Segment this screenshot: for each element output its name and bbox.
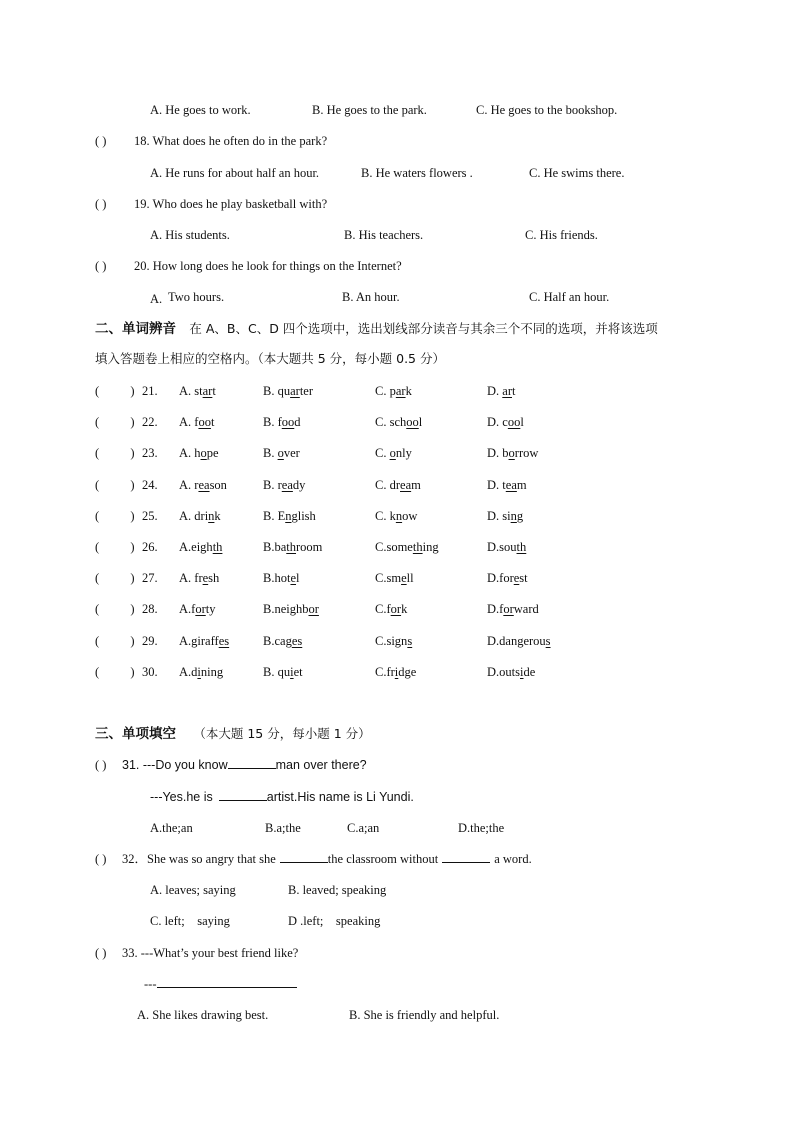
word-prefix: t (502, 478, 506, 492)
word-prefix: si (502, 509, 511, 523)
q33-option-a: A. She likes drawing best. (137, 1008, 269, 1022)
word-suffix: t (212, 384, 216, 398)
phonetic-option-a (179, 570, 219, 586)
underlined-sound: o (200, 446, 207, 460)
q31-option-d: D.the;the (458, 821, 505, 835)
option-letter: C. (375, 478, 390, 492)
option-letter: B. (263, 415, 278, 429)
underlined-sound: s (545, 634, 551, 648)
phonetic-option-a (179, 539, 222, 555)
q20-option-a-text: Two hours. (168, 290, 225, 304)
option-letter: C. (375, 665, 387, 679)
word-suffix: d (294, 415, 301, 429)
word-prefix: some (386, 540, 413, 554)
option-letter: D. (487, 634, 500, 648)
underlined-sound: es (291, 634, 303, 648)
word-prefix: r (194, 478, 199, 492)
phonetic-option-a (179, 477, 227, 493)
phonetic-option-d (487, 414, 524, 430)
word-prefix: dri (194, 509, 209, 523)
option-letter: D. (487, 384, 503, 398)
q32-option-c: C. left; saying (150, 914, 230, 928)
q18-option-a: A. He runs for about half an hour. (150, 166, 320, 180)
underlined-sound: i (520, 665, 524, 679)
word-prefix: f (386, 602, 391, 616)
underlined-sound: th (516, 540, 527, 554)
underlined-sound: ar (502, 384, 512, 398)
phonetic-option-c (375, 477, 421, 493)
phonetic-answer-paren[interactable]: ( ) (95, 602, 135, 616)
phonetic-answer-paren[interactable]: ( ) (95, 415, 135, 429)
section3-title: 三、单项填空 (95, 726, 176, 742)
word-suffix: dge (398, 665, 417, 679)
word-prefix: f (191, 602, 196, 616)
q18-option-c: C. He swims there. (529, 166, 625, 180)
phonetic-answer-paren[interactable]: ( ) (95, 446, 135, 460)
underlined-sound: n (510, 509, 517, 523)
phonetic-answer-paren[interactable]: ( ) (95, 540, 135, 554)
option-letter: A. (179, 540, 192, 554)
word-suffix: sh (208, 571, 220, 585)
word-prefix: eigh (191, 540, 213, 554)
underlined-sound: or (390, 602, 402, 616)
word-prefix: cag (274, 634, 292, 648)
phonetic-option-b (263, 601, 319, 617)
phonetic-question-number: 27. (142, 571, 158, 585)
word-prefix: sch (389, 415, 407, 429)
q19-answer-paren[interactable]: ( ) (95, 197, 107, 211)
q31-option-c: C.a;an (347, 821, 380, 835)
phonetic-option-b (263, 445, 300, 461)
word-suffix: son (209, 478, 227, 492)
q19-option-b: B. His teachers. (344, 228, 424, 242)
q33-answer-paren[interactable]: ( ) (95, 946, 107, 960)
option-letter: C. (375, 602, 387, 616)
option-letter: A. (179, 634, 192, 648)
word-suffix: t (512, 384, 516, 398)
phonetic-question-number: 24. (142, 478, 158, 492)
phonetic-option-c (375, 508, 417, 524)
option-letter: C. (375, 634, 387, 648)
q31-line2-b: artist.His name is Li Yundi. (266, 790, 414, 804)
phonetic-question-number: 25. (142, 509, 158, 523)
phonetic-option-c (375, 445, 412, 461)
underlined-sound: th (286, 540, 297, 554)
underlined-sound: or (308, 602, 319, 616)
phonetic-question-number: 29. (142, 634, 158, 648)
word-suffix: ll (406, 571, 414, 585)
phonetic-answer-paren[interactable]: ( ) (95, 634, 135, 648)
option-letter: A. (179, 415, 195, 429)
option-letter: A. (179, 478, 195, 492)
word-prefix: st (194, 384, 203, 398)
q31-line2 (150, 789, 414, 805)
q31-blank-1[interactable] (228, 757, 276, 769)
option-letter: A. (179, 665, 192, 679)
underlined-sound: ea (198, 478, 210, 492)
underlined-sound: o (277, 446, 284, 460)
q18-stem: 18. What does he often do in the park? (134, 134, 328, 148)
word-suffix: glish (291, 509, 316, 523)
q32-stem-a: 32．She was so angry that she (122, 852, 276, 866)
word-suffix: dy (292, 478, 306, 492)
phonetic-option-d (487, 664, 535, 680)
phonetic-question-number: 30. (142, 665, 158, 679)
phonetic-answer-paren[interactable]: ( ) (95, 665, 135, 679)
phonetic-option-a (179, 445, 219, 461)
q32-option-d: D .left; speaking (288, 914, 381, 928)
q20-option-b: B. An hour. (342, 290, 400, 304)
underlined-sound: e (401, 571, 407, 585)
phonetic-answer-paren[interactable]: ( ) (95, 509, 135, 523)
q17-option-a: A. He goes to work. (150, 103, 251, 117)
q32-stem-b: the classroom without (327, 852, 439, 866)
word-suffix: nly (395, 446, 412, 460)
word-prefix: b (502, 446, 509, 460)
word-prefix: E (277, 509, 286, 523)
section2-heading (95, 320, 658, 338)
phonetic-option-d (487, 601, 539, 617)
underlined-sound: n (285, 509, 292, 523)
phonetic-question-number: 28. (142, 602, 158, 616)
phonetic-option-c (375, 633, 412, 649)
q33-stem: 33. ---What’s your best friend like? (122, 946, 299, 960)
phonetic-question-number: 21. (142, 384, 158, 398)
phonetic-option-a (179, 633, 229, 649)
option-letter: B. (263, 384, 278, 398)
q17-option-c: C. He goes to the bookshop. (476, 103, 618, 117)
word-suffix: m (411, 478, 421, 492)
word-prefix: f (499, 602, 504, 616)
underlined-sound: es (218, 634, 230, 648)
word-suffix: l (520, 415, 524, 429)
word-suffix: l (296, 571, 300, 585)
word-suffix: m (516, 478, 527, 492)
option-letter: B. (263, 509, 278, 523)
word-prefix: for (499, 571, 514, 585)
underlined-sound: e (202, 571, 209, 585)
phonetic-option-d (487, 633, 551, 649)
word-suffix: ver (283, 446, 300, 460)
word-suffix: et (293, 665, 303, 679)
q32-answer-paren[interactable]: ( ) (95, 852, 107, 866)
q18-option-b: B. He waters flowers . (361, 166, 473, 180)
underlined-sound: s (407, 634, 413, 648)
q20-option-c: C. Half an hour. (529, 290, 610, 304)
q32-option-b: B. leaved; speaking (288, 883, 387, 897)
underlined-sound: oo (281, 415, 295, 429)
phonetic-option-d (487, 477, 527, 493)
underlined-sound: th (412, 540, 423, 554)
phonetic-option-d (487, 445, 538, 461)
option-letter: D. (487, 446, 503, 460)
underlined-sound: o (389, 446, 396, 460)
phonetic-option-c (375, 383, 412, 399)
word-suffix: ning (200, 665, 224, 679)
word-prefix: h (194, 446, 201, 460)
phonetic-option-a (179, 664, 223, 680)
word-prefix: p (389, 384, 396, 398)
word-prefix: fr (194, 571, 203, 585)
word-prefix: f (277, 415, 282, 429)
word-prefix: dangerou (499, 634, 546, 648)
option-letter: C. (375, 540, 387, 554)
q32-option-a: A. leaves; saying (150, 883, 236, 897)
phonetic-option-c (375, 664, 416, 680)
option-letter: A. (179, 509, 195, 523)
word-prefix: fr (386, 665, 395, 679)
word-suffix: l (418, 415, 423, 429)
word-suffix: de (523, 665, 536, 679)
phonetic-option-a (179, 383, 216, 399)
underlined-sound: ea (281, 478, 293, 492)
phonetic-option-b (263, 633, 302, 649)
word-suffix: ow (402, 509, 418, 523)
underlined-sound: o (508, 446, 515, 460)
phonetic-option-d (487, 539, 526, 555)
option-letter: B. (263, 634, 275, 648)
q33-option-b: B. She is friendly and helpful. (349, 1008, 500, 1022)
phonetic-option-b (263, 539, 322, 555)
underlined-sound: oo (406, 415, 419, 429)
phonetic-answer-paren[interactable]: ( ) (95, 478, 135, 492)
option-letter: B. (263, 478, 278, 492)
phonetic-option-a (179, 601, 215, 617)
q31-answer-paren[interactable]: ( ) (95, 758, 107, 772)
phonetic-question-number: 23. (142, 446, 158, 460)
underlined-sound: n (395, 509, 403, 523)
underlined-sound: ea (400, 478, 412, 492)
word-suffix: ter (299, 384, 313, 398)
option-letter: C. (375, 415, 390, 429)
option-letter: C. (375, 509, 390, 523)
word-suffix: k (214, 509, 221, 523)
phonetic-option-b (263, 477, 305, 493)
underlined-sound: ea (505, 478, 517, 492)
word-suffix: room (296, 540, 323, 554)
option-letter: B. (263, 446, 278, 460)
option-letter: A. (179, 384, 195, 398)
underlined-sound: e (290, 571, 297, 585)
q18-answer-paren[interactable]: ( ) (95, 134, 107, 148)
option-letter: B. (263, 665, 278, 679)
q33-answer-line (144, 976, 297, 992)
underlined-sound: n (208, 509, 215, 523)
q31-blank-2[interactable] (219, 789, 267, 801)
word-suffix: ward (513, 602, 539, 616)
word-prefix: sign (386, 634, 408, 648)
option-letter: C. (375, 384, 390, 398)
underlined-sound: oo (198, 415, 211, 429)
phonetic-option-c (375, 601, 407, 617)
option-letter: D. (487, 571, 500, 585)
word-prefix: sou (499, 540, 517, 554)
phonetic-option-b (263, 570, 300, 586)
q20-option-a-letter: A. (150, 292, 163, 306)
phonetic-option-b (263, 508, 316, 524)
underlined-sound: i (197, 665, 201, 679)
q20-stem: 20. How long does he look for things on the Internet? (134, 259, 402, 273)
q19-stem: 19. Who does he play basketball with? (134, 197, 328, 211)
phonetic-question-number: 26. (142, 540, 158, 554)
phonetic-option-a (179, 414, 214, 430)
phonetic-option-c (375, 414, 422, 430)
underlined-sound: i (290, 665, 294, 679)
q32-blank-2[interactable] (442, 851, 490, 863)
section3-note: （本大题 15 分，每小题 1 分） (193, 726, 371, 741)
word-suffix: st (519, 571, 528, 585)
option-letter: D. (487, 415, 503, 429)
phonetic-option-d (487, 570, 528, 586)
q31-stem (122, 757, 367, 773)
word-suffix: ing (422, 540, 439, 554)
underlined-sound: or (195, 602, 206, 616)
option-letter: B. (263, 571, 275, 585)
section2-instruction-line1: 在 A、B、C、D 四个选项中，选出划线部分读音与其余三个不同的选项，并将该选项 (189, 321, 658, 336)
q32-stem (122, 851, 532, 867)
phonetic-option-d (487, 383, 515, 399)
q32-blank-1[interactable] (280, 851, 328, 863)
word-prefix: ba (274, 540, 287, 554)
word-prefix: hot (274, 571, 291, 585)
phonetic-option-b (263, 664, 303, 680)
word-prefix: d (191, 665, 198, 679)
phonetic-option-a (179, 508, 221, 524)
underlined-sound: oo (507, 415, 521, 429)
q31-line2-a: ---Yes.he is (150, 790, 213, 804)
underlined-sound: ar (395, 384, 406, 398)
underlined-sound: e (513, 571, 520, 585)
word-suffix: k (405, 384, 412, 398)
word-prefix: neighb (274, 602, 309, 616)
underlined-sound: th (212, 540, 223, 554)
q31-stem-b: man over there? (275, 758, 367, 772)
option-letter: D. (487, 665, 500, 679)
option-letter: A. (179, 446, 195, 460)
word-suffix: ty (205, 602, 216, 616)
q33-answer-prefix: --- (144, 977, 157, 991)
phonetic-option-b (263, 383, 313, 399)
section2-title: 二、单词辨音 (95, 321, 176, 337)
q31-option-b: B.a;the (265, 821, 301, 835)
word-suffix: k (401, 602, 408, 616)
word-suffix: rrow (514, 446, 539, 460)
phonetic-option-c (375, 570, 414, 586)
q31-option-a: A.the;an (150, 821, 193, 835)
section2-instruction-line2: 填入答题卷上相应的空格内。（本大题共 5 分，每小题 0.5 分） (95, 351, 445, 366)
phonetic-option-c (375, 539, 439, 555)
q19-option-c: C. His friends. (525, 228, 598, 242)
section3-heading (95, 725, 371, 743)
option-letter: C. (375, 446, 390, 460)
phonetic-question-number: 22. (142, 415, 158, 429)
option-letter: C. (375, 571, 387, 585)
word-prefix: qu (277, 384, 291, 398)
word-prefix: outs (499, 665, 520, 679)
option-letter: B. (263, 540, 275, 554)
word-prefix: dr (389, 478, 401, 492)
q33-blank[interactable] (157, 976, 297, 988)
phonetic-option-d (487, 508, 523, 524)
q31-stem-a: 31. ---Do you know (122, 758, 228, 772)
word-prefix: f (194, 415, 199, 429)
option-letter: A. (179, 602, 192, 616)
word-prefix: giraff (191, 634, 219, 648)
underlined-sound: i (394, 665, 399, 679)
word-suffix: pe (206, 446, 219, 460)
option-letter: B. (263, 602, 275, 616)
word-prefix: c (502, 415, 508, 429)
phonetic-option-b (263, 414, 301, 430)
word-prefix: r (277, 478, 282, 492)
phonetic-answer-paren[interactable]: ( ) (95, 571, 135, 585)
word-prefix: k (389, 509, 396, 523)
word-prefix: qu (277, 665, 291, 679)
phonetic-answer-paren[interactable]: ( ) (95, 384, 135, 398)
option-letter: D. (487, 509, 503, 523)
q20-answer-paren[interactable]: ( ) (95, 259, 107, 273)
word-suffix: t (210, 415, 215, 429)
q19-option-a: A. His students. (150, 228, 230, 242)
option-letter: D. (487, 602, 500, 616)
q17-option-b: B. He goes to the park. (312, 103, 427, 117)
underlined-sound: ar (202, 384, 213, 398)
word-suffix: g (516, 509, 524, 523)
q32-stem-c: a word. (494, 852, 532, 866)
underlined-sound: ar (290, 384, 300, 398)
underlined-sound: or (503, 602, 514, 616)
option-letter: D. (487, 478, 503, 492)
option-letter: A. (179, 571, 195, 585)
option-letter: D. (487, 540, 500, 554)
word-prefix: sm (386, 571, 402, 585)
